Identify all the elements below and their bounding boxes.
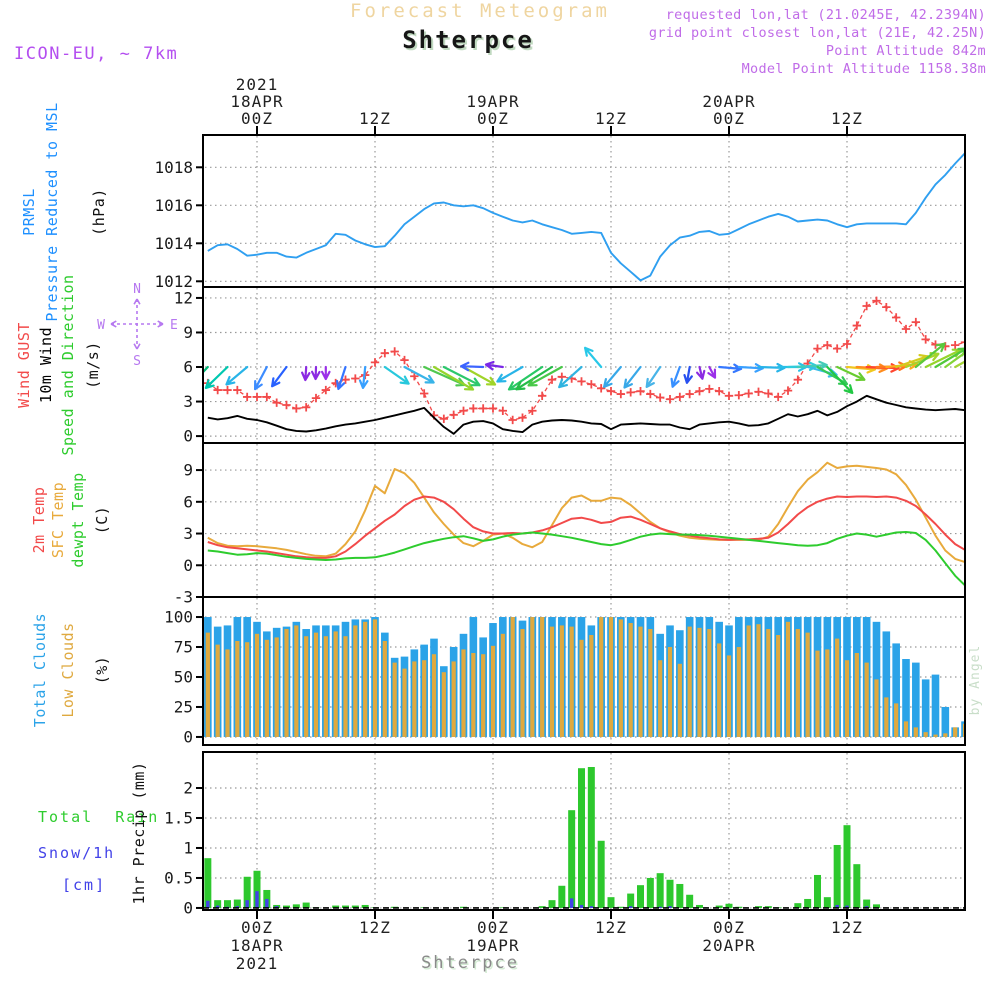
plus-marker xyxy=(538,392,546,400)
low-cloud-bar xyxy=(452,661,456,737)
low-cloud-bar xyxy=(353,625,357,737)
top-x-date-label: 19APR xyxy=(466,92,520,111)
low-cloud-bar xyxy=(442,672,446,737)
bottom-x-date-label: 19APR xyxy=(466,936,520,955)
y-tick-label: 75 xyxy=(173,637,193,657)
plus-marker xyxy=(508,416,516,424)
plus-marker xyxy=(882,303,890,311)
low-cloud-bar xyxy=(619,619,623,737)
y-tick-label: 1016 xyxy=(154,195,193,215)
plus-marker xyxy=(420,389,428,397)
plus-marker xyxy=(292,404,300,412)
compass-west-label: W xyxy=(97,318,105,333)
low-cloud-bar xyxy=(206,633,210,737)
plus-marker xyxy=(676,393,684,401)
bottom-x-year-label: 2021 xyxy=(235,954,279,973)
plus-marker xyxy=(587,380,595,388)
bottom-x-tick-label: 00Z xyxy=(713,918,745,937)
compass-north-label: N xyxy=(133,282,141,297)
wind-arrow xyxy=(302,367,309,380)
y-tick-label: 1014 xyxy=(154,233,193,253)
plus-marker xyxy=(607,387,615,395)
point-altitude: Point Altitude 842m xyxy=(825,43,986,59)
bottom-x-tick-label: 00Z xyxy=(477,918,509,937)
snow-bar xyxy=(570,898,573,908)
snow-label: Snow/1h xyxy=(38,844,116,862)
wind-arrow xyxy=(360,367,367,388)
plus-marker xyxy=(735,391,743,399)
low-cloud-bar xyxy=(491,646,495,737)
low-cloud-bar xyxy=(658,660,662,737)
low-cloud-bar xyxy=(294,625,298,737)
y-tick-label: 0 xyxy=(183,555,193,575)
low-cloud-bar xyxy=(501,634,505,737)
pressure-axis-desc: Pressure Reduced to MSL xyxy=(43,102,62,322)
low-cloud-bar xyxy=(717,643,721,737)
top-x-tick-label: 00Z xyxy=(713,109,745,128)
rain-bar xyxy=(686,895,693,908)
plus-marker xyxy=(371,358,379,366)
low-cloud-bar xyxy=(284,629,288,737)
model-point-altitude: Model Point Altitude 1158.38m xyxy=(741,61,986,77)
wind-arrow xyxy=(585,348,601,367)
y-tick-label: 0 xyxy=(183,727,193,747)
plus-marker xyxy=(912,318,920,326)
rain-label: Total Rain xyxy=(38,808,160,826)
rain-bar xyxy=(676,884,683,908)
rain-bar xyxy=(548,900,555,908)
rain-bar xyxy=(834,845,841,908)
plus-marker xyxy=(902,325,910,333)
low-cloud-bar xyxy=(235,641,239,737)
temp-2m-label: 2m Temp xyxy=(30,486,49,554)
rain-bar xyxy=(843,825,850,908)
plus-marker xyxy=(921,335,929,343)
wind-arrow xyxy=(685,367,692,383)
rain-bar xyxy=(588,767,595,908)
y-tick-label: 9 xyxy=(183,322,193,342)
y-tick-label: 6 xyxy=(183,357,193,377)
bottom-x-date-label: 18APR xyxy=(230,936,284,955)
snow-unit-label: [cm] xyxy=(62,876,107,894)
top-x-tick-label: 00Z xyxy=(241,109,273,128)
plus-marker xyxy=(744,389,752,397)
y-tick-label: 50 xyxy=(173,667,193,687)
plus-marker xyxy=(626,388,634,396)
low-cloud-bar xyxy=(343,636,347,737)
y-tick-label: 1012 xyxy=(154,271,193,291)
low-cloud-bar xyxy=(884,697,888,737)
plus-marker xyxy=(253,393,261,401)
snow-bar xyxy=(265,899,268,908)
wind-arrow xyxy=(708,367,715,378)
compass-south-label: S xyxy=(133,354,141,369)
wind-arrow xyxy=(272,367,286,386)
low-cloud-bar xyxy=(914,727,918,737)
plus-marker xyxy=(656,393,664,401)
plus-marker xyxy=(872,297,880,305)
low-cloud-bar xyxy=(943,733,947,737)
low-cloud-bar xyxy=(648,629,652,737)
snow-bar xyxy=(245,900,248,908)
low-cloud-bar xyxy=(855,653,859,737)
rain-bar xyxy=(598,841,605,908)
station-title: Shterpce xyxy=(402,26,534,54)
rain-bar xyxy=(627,894,634,908)
wind-arrow xyxy=(206,367,228,388)
plot-title: Forecast Meteogram xyxy=(350,0,610,22)
plus-marker xyxy=(695,387,703,395)
header-meta xyxy=(649,6,986,78)
wind-arrow xyxy=(697,367,704,379)
wind-arrow xyxy=(827,367,852,393)
panel-frame xyxy=(203,287,965,443)
rain-bar xyxy=(804,899,811,908)
low-cloud-bar xyxy=(383,641,387,737)
plus-marker xyxy=(892,313,900,321)
rain-bar xyxy=(853,864,860,908)
sfc-temp-line xyxy=(208,463,965,562)
credit-watermark: by Angel xyxy=(968,644,984,716)
wind-arrow xyxy=(965,352,997,367)
plus-marker xyxy=(449,411,457,419)
total-cloud-bar xyxy=(912,663,920,737)
compass-arrowhead xyxy=(134,344,140,349)
total-cloud-bar xyxy=(942,707,950,737)
wind-arrow xyxy=(486,362,503,369)
compass-east-label: E xyxy=(170,318,178,333)
low-cloud-bar xyxy=(609,617,613,737)
wind-arrow xyxy=(604,367,621,387)
plus-marker xyxy=(577,377,585,385)
low-cloud-bar xyxy=(363,622,367,737)
low-cloud-bar xyxy=(511,617,515,737)
wind-arrow xyxy=(719,365,741,372)
top-x-tick-label: 00Z xyxy=(477,109,509,128)
temp-sfc-label: SFC Temp xyxy=(49,481,68,559)
plus-marker xyxy=(774,393,782,401)
rain-bar xyxy=(204,858,211,908)
bottom-x-tick-label: 12Z xyxy=(595,918,627,937)
top-x-tick-label: 12Z xyxy=(831,109,863,128)
low-cloud-bar xyxy=(432,654,436,737)
plus-marker xyxy=(833,344,841,352)
y-tick-label: 0 xyxy=(183,426,193,446)
plus-marker xyxy=(764,389,772,397)
top-x-date-label: 20APR xyxy=(702,92,756,111)
low-cloud-bar xyxy=(776,635,780,737)
plus-marker xyxy=(233,386,241,394)
total-cloud-bar xyxy=(932,675,940,737)
total-cloud-bar xyxy=(922,679,930,737)
pressure-axis-name: PRMSL xyxy=(20,188,39,236)
low-cloud-bar xyxy=(697,628,701,737)
plus-marker xyxy=(548,375,556,383)
y-tick-label: 3 xyxy=(183,392,193,412)
low-cloud-bar xyxy=(589,635,593,737)
plus-marker xyxy=(223,386,231,394)
wind-gust-label: Wind GUST xyxy=(15,322,34,408)
plus-marker xyxy=(617,390,625,398)
rain-bar xyxy=(814,875,821,908)
y-tick-label: 1.5 xyxy=(164,808,193,828)
y-tick-label: 3 xyxy=(183,524,193,544)
plus-marker xyxy=(528,407,536,415)
low-cloud-bar xyxy=(638,627,642,737)
y-tick-label: 2 xyxy=(183,778,193,798)
rain-bar xyxy=(568,810,575,908)
top-x-date-label: 18APR xyxy=(230,92,284,111)
low-clouds-label: Low Clouds xyxy=(59,622,78,718)
low-cloud-bar xyxy=(245,642,249,737)
low-cloud-bar xyxy=(255,634,259,737)
plus-marker xyxy=(853,321,861,329)
low-cloud-bar xyxy=(402,669,406,737)
wind-arrow xyxy=(227,367,248,384)
bottom-x-tick-label: 12Z xyxy=(831,918,863,937)
low-cloud-bar xyxy=(924,732,928,737)
wind-arrow xyxy=(672,367,680,387)
low-cloud-bar xyxy=(304,636,308,737)
requested-coords: requested lon,lat (21.0245E, 42.2394N) xyxy=(665,7,986,23)
low-cloud-bar xyxy=(874,679,878,737)
low-cloud-bar xyxy=(825,649,829,737)
wind-10m-label: 10m Wind xyxy=(37,326,56,404)
low-cloud-bar xyxy=(461,649,465,737)
low-cloud-bar xyxy=(707,629,711,737)
rain-bar xyxy=(666,880,673,908)
top-x-tick-label: 12Z xyxy=(595,109,627,128)
low-cloud-bar xyxy=(422,660,426,737)
y-tick-label: 0 xyxy=(183,898,193,918)
low-cloud-bar xyxy=(324,636,328,737)
plus-marker xyxy=(302,403,310,411)
low-cloud-bar xyxy=(953,727,957,737)
series-layer xyxy=(186,153,997,908)
low-cloud-bar xyxy=(599,617,603,737)
top-x-tick-label: 12Z xyxy=(359,109,391,128)
plus-marker xyxy=(459,407,467,415)
bottom-x-date-label: 20APR xyxy=(702,936,756,955)
snow-bar xyxy=(629,906,632,908)
plus-marker xyxy=(400,356,408,364)
low-cloud-bar xyxy=(530,617,534,737)
snow-bar xyxy=(255,891,258,908)
temp-2m-line xyxy=(208,497,965,558)
low-cloud-bar xyxy=(865,663,869,737)
temp-dewpt-label: dewpt Temp xyxy=(69,472,88,568)
low-cloud-bar xyxy=(265,640,269,737)
wind-arrow xyxy=(529,367,562,385)
footer-station: Shterpce xyxy=(421,953,519,973)
plus-marker xyxy=(272,399,280,407)
plus-marker xyxy=(823,341,831,349)
y-tick-label: 1 xyxy=(183,838,193,858)
top-x-year-label: 2021 xyxy=(235,75,279,94)
low-cloud-bar xyxy=(314,633,318,737)
bottom-x-tick-label: 12Z xyxy=(359,918,391,937)
low-cloud-bar xyxy=(835,639,839,737)
wind-arrow xyxy=(312,367,319,379)
plus-marker xyxy=(862,302,870,310)
low-cloud-bar xyxy=(570,627,574,737)
wind-arrow xyxy=(625,367,641,388)
pressure-axis-unit: (hPa) xyxy=(90,188,109,236)
rain-bar xyxy=(607,897,614,908)
plus-marker xyxy=(263,393,271,401)
plus-marker xyxy=(479,404,487,412)
low-cloud-bar xyxy=(727,655,731,737)
temp-axis-unit: (C) xyxy=(93,505,112,535)
y-tick-label: 100 xyxy=(164,607,193,627)
low-cloud-bar xyxy=(815,651,819,737)
y-tick-label: 6 xyxy=(183,492,193,512)
low-cloud-bar xyxy=(560,625,564,737)
pressure-line xyxy=(208,153,965,280)
low-cloud-bar xyxy=(471,653,475,737)
rain-bar xyxy=(657,873,664,908)
low-cloud-bar xyxy=(845,660,849,737)
low-cloud-bar xyxy=(334,631,338,737)
plus-marker xyxy=(243,393,251,401)
plus-marker xyxy=(784,386,792,394)
low-cloud-bar xyxy=(550,627,554,737)
wind-axis-unit: (m/s) xyxy=(84,341,103,389)
plus-marker xyxy=(666,395,674,403)
low-cloud-bar xyxy=(481,654,485,737)
wind-arrow xyxy=(647,367,661,387)
rain-bar xyxy=(824,897,831,908)
low-cloud-bar xyxy=(747,625,751,737)
plus-marker xyxy=(685,390,693,398)
precip-axis-label: 1hr Precip (mm) xyxy=(130,761,149,905)
low-cloud-bar xyxy=(766,629,770,737)
plus-marker xyxy=(843,340,851,348)
clouds-axis-unit: (%) xyxy=(93,655,112,685)
rain-bar xyxy=(578,768,585,908)
low-cloud-bar xyxy=(806,633,810,737)
rain-bar xyxy=(647,878,654,908)
low-cloud-bar xyxy=(737,647,741,737)
low-cloud-bar xyxy=(275,637,279,737)
wind-arrow xyxy=(322,367,329,379)
low-cloud-bar xyxy=(412,661,416,737)
snow-bar xyxy=(590,906,593,908)
plus-marker xyxy=(213,386,221,394)
wind-gust-markers xyxy=(204,297,970,425)
compass-rose xyxy=(97,282,178,369)
y-tick-label: -3 xyxy=(173,587,193,607)
low-cloud-bar xyxy=(668,647,672,737)
plus-marker xyxy=(715,387,723,395)
plus-marker xyxy=(646,390,654,398)
wind-arrow xyxy=(385,367,409,384)
snow-bar xyxy=(206,901,209,908)
plus-marker xyxy=(705,385,713,393)
low-cloud-bar xyxy=(225,649,229,737)
plus-marker xyxy=(469,404,477,412)
plus-marker xyxy=(636,387,644,395)
low-cloud-bar xyxy=(688,627,692,737)
low-cloud-bar xyxy=(796,629,800,737)
low-cloud-bar xyxy=(678,664,682,737)
y-tick-label: 1018 xyxy=(154,157,193,177)
rain-bar xyxy=(637,885,644,908)
low-cloud-bar xyxy=(786,622,790,737)
low-cloud-bar xyxy=(373,619,377,737)
rain-bar xyxy=(303,903,310,908)
y-tick-label: 9 xyxy=(183,460,193,480)
panel-frame xyxy=(203,135,965,287)
wind-arrow xyxy=(461,363,483,370)
plus-marker xyxy=(754,388,762,396)
plus-marker xyxy=(440,415,448,423)
low-cloud-bar xyxy=(756,624,760,737)
plus-marker xyxy=(489,404,497,412)
plus-marker xyxy=(518,413,526,421)
total-clouds-label: Total Clouds xyxy=(31,612,50,728)
model-label: ICON-EU, ~ 7km xyxy=(14,44,179,64)
plus-marker xyxy=(813,344,821,352)
wind-arrow xyxy=(337,367,345,389)
low-cloud-bar xyxy=(933,735,937,737)
y-tick-label: 0.5 xyxy=(164,868,193,888)
low-cloud-bar xyxy=(579,640,583,737)
wind-arrow xyxy=(497,367,522,382)
low-cloud-bar xyxy=(216,645,220,737)
y-tick-label: 25 xyxy=(173,697,193,717)
low-cloud-bar xyxy=(540,617,544,737)
rain-bar xyxy=(558,886,565,908)
plus-marker xyxy=(725,392,733,400)
wind-dir-label: Speed and Direction xyxy=(59,274,78,456)
y-tick-label: 12 xyxy=(173,288,193,308)
low-cloud-bar xyxy=(894,703,898,737)
plus-marker xyxy=(282,401,290,409)
low-cloud-bar xyxy=(520,629,524,737)
low-cloud-bar xyxy=(629,623,633,737)
grid-point-coords: grid point closest lon,lat (21E, 42.25N) xyxy=(648,25,986,41)
low-cloud-bar xyxy=(393,663,397,737)
low-cloud-bar xyxy=(904,721,908,737)
snow-bar xyxy=(580,905,583,908)
plus-marker xyxy=(351,374,359,382)
bottom-x-tick-label: 00Z xyxy=(241,918,273,937)
